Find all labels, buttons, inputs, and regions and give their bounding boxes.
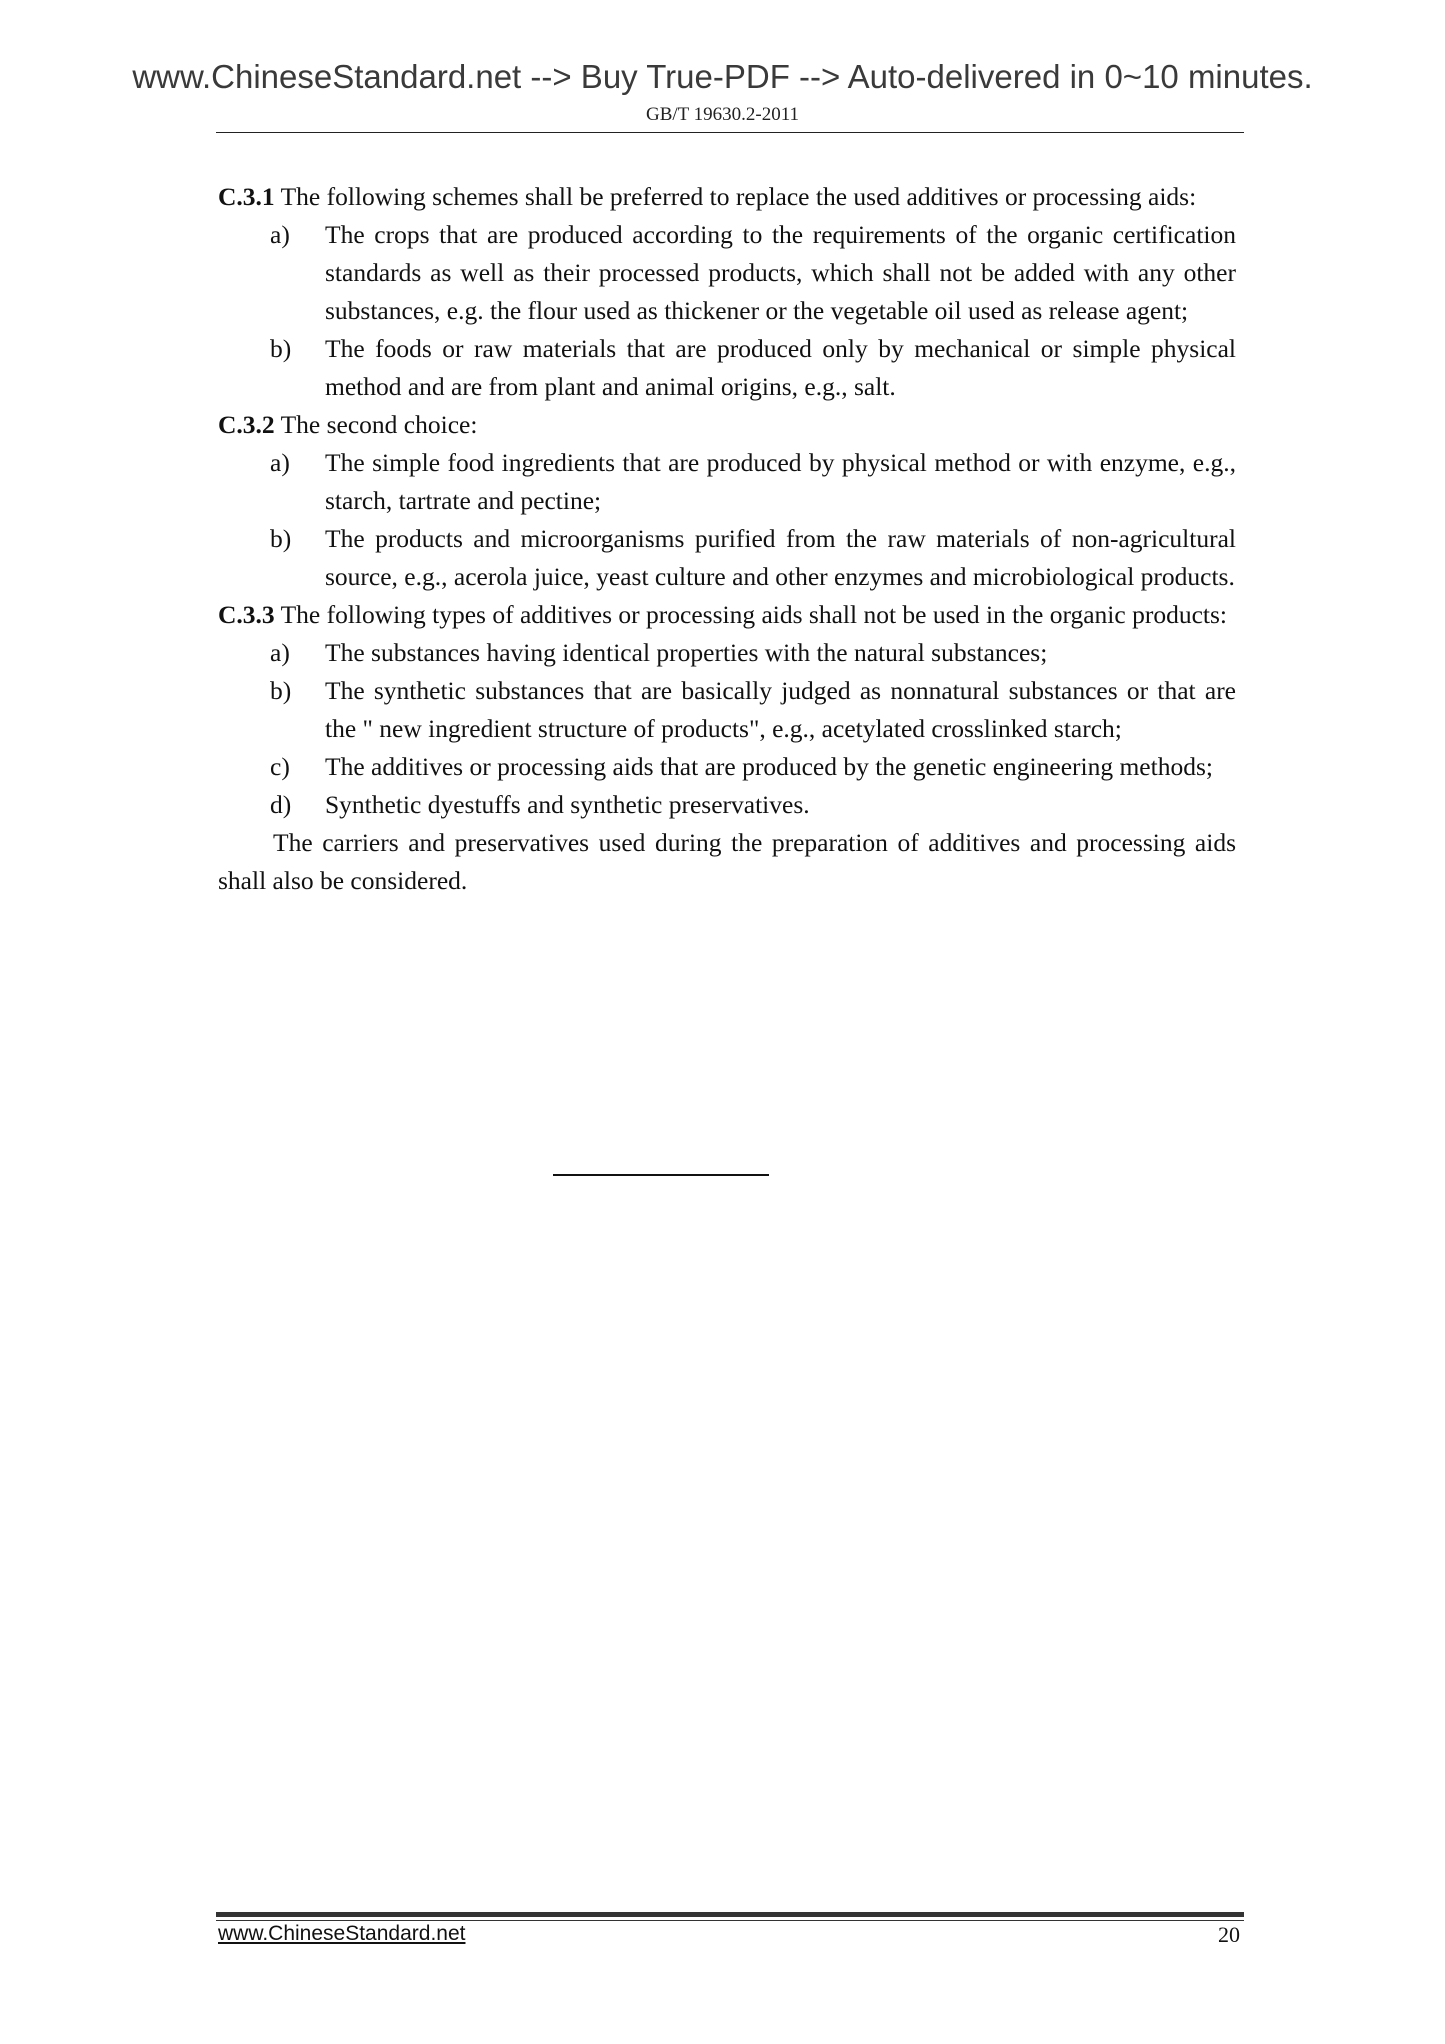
list-item (218, 748, 1236, 786)
list-item (218, 786, 1236, 824)
list-item-text: The additives or processing aids that are produced by the genetic engineering methods; (325, 752, 1213, 781)
list-item-text: The synthetic substances that are basically judged as nonnatural substances or that are the " new ingredient structure of products", e.g., acetylated crosslinked starch; (325, 676, 1236, 743)
list-item (218, 330, 1236, 406)
closing-paragraph: The carriers and preservatives used during the preparation of additives and processing aids shall also be considered. (218, 828, 1236, 895)
clause-intro-text: The second choice: (274, 410, 478, 439)
list-item-label: b) (270, 676, 292, 705)
footer-site-link[interactable]: www.ChineseStandard.net (218, 1922, 466, 1945)
list-item-text: The foods or raw materials that are produced only by mechanical or simple physical method and are from plant and animal origins, e.g., salt. (325, 334, 1236, 401)
list-item-label: b) (270, 334, 292, 363)
footer-rule-thin (216, 1920, 1244, 1921)
list-item (218, 520, 1236, 596)
list-item-text: The products and microorganisms purified from the raw materials of non-agricultural source, e.g., acerola juice, yeast culture and other enzymes and microbiological products. (325, 524, 1236, 591)
clause-intro-text: The following types of additives or processing aids shall not be used in the organic products: (274, 600, 1227, 629)
list-item-text: The substances having identical properties with the natural substances; (325, 638, 1048, 667)
clause-c32-intro (218, 406, 1236, 444)
header-rule (216, 132, 1244, 133)
list-item-label: a) (270, 638, 290, 667)
clause-intro-text: The following schemes shall be preferred to replace the used additives or processing aids: (274, 182, 1197, 211)
list-item (218, 634, 1236, 672)
clause-c33-intro (218, 596, 1236, 634)
list-item-label: a) (270, 220, 290, 249)
list-item-label: c) (270, 752, 290, 781)
clause-number: C.3.1 (218, 182, 275, 211)
end-of-section-rule (553, 1174, 769, 1176)
standard-code: GB/T 19630.2-2011 (645, 104, 800, 125)
clause-c31-intro (218, 178, 1236, 216)
clause-number: C.3.2 (218, 410, 275, 439)
site-banner: www.ChineseStandard.net --> Buy True-PDF --> Auto-delivered in 0~10 minutes. (132, 58, 1313, 95)
clause-number: C.3.3 (218, 600, 275, 629)
list-item (218, 444, 1236, 520)
list-item-text: The crops that are produced according to the requirements of the organic certification standards as well as their processed products, which shall not be added with any other substances, e.g. the flour used as thickener or the vegetable oil used as release agent; (325, 220, 1236, 325)
list-item-text: Synthetic dyestuffs and synthetic preservatives. (325, 790, 810, 819)
footer-rule-thick (216, 1912, 1244, 1917)
list-item-text: The simple food ingredients that are produced by physical method or with enzyme, e.g., starch, tartrate and pectine; (325, 448, 1236, 515)
page-number: 20 (1218, 1922, 1240, 1947)
document-body (218, 178, 1236, 900)
list-item-label: b) (270, 524, 292, 553)
list-item (218, 672, 1236, 748)
list-item-label: d) (270, 790, 292, 819)
list-item-label: a) (270, 448, 290, 477)
list-item (218, 216, 1236, 330)
